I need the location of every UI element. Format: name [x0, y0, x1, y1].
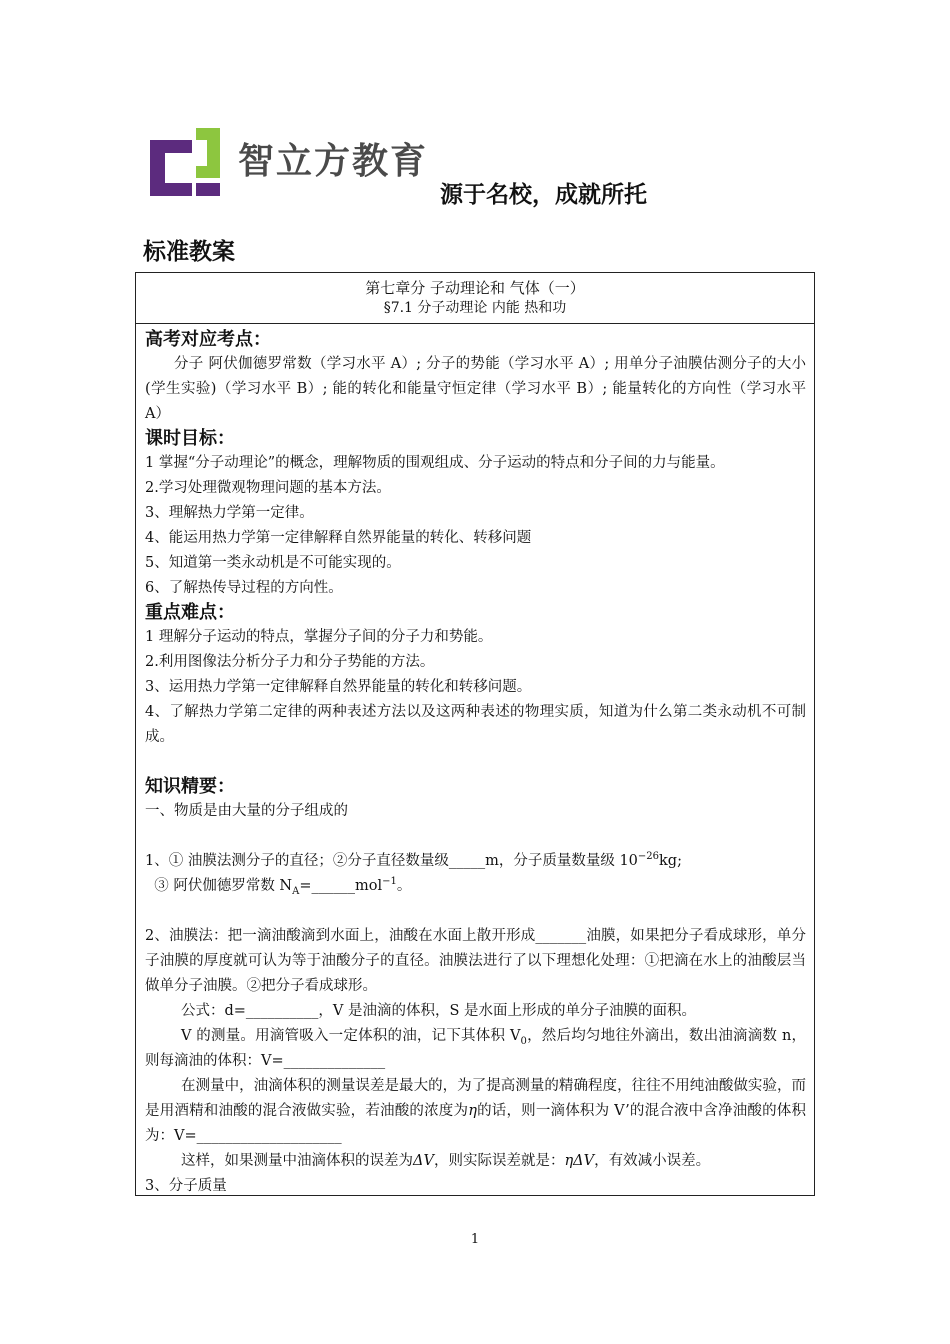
knowledge-heading: 知识精要： [145, 776, 235, 797]
key-point-item: 3、运用热力学第一定律解释自然界能量的转化和转移问题。 [145, 679, 532, 695]
goal-item: 1 掌握“分子动理论”的概念，理解物质的围观组成、分子运动的特点和分子间的力与能量。 [145, 455, 725, 471]
section-title: §7.1 分子动理论 内能 热和功 [383, 300, 567, 316]
goal-item: 2.学习处理微观物理问题的基本方法。 [145, 480, 391, 496]
item1-line1: 1、① 油膜法测分子的直径；②分子直径数量级_____m，分子质量数量级 $10^{-26}kg$; [145, 851, 682, 869]
title-cell [136, 273, 814, 324]
part1-title: 一、物质是由大量的分子组成的 [145, 803, 348, 819]
goals-heading: 课时目标： [145, 428, 235, 449]
goal-item: 4、能运用热力学第一定律解释自然界能量的转化、转移问题 [145, 530, 532, 546]
lesson-plan-table [135, 272, 815, 1196]
page-number: 1 [470, 1232, 480, 1247]
item2-oil-film-method: 2、油膜法：把一滴油酸滴到水面上，油酸在水面上散开形成_______油膜，如果把分子看成球形，单分子油膜的厚度就可认为等于油酸分子的直径。油膜法进行了以下理想化处理：①把滴在水上的油酸层当做单分子油膜。②把分子看成球形。 [145, 928, 806, 994]
key-point-item: 1 理解分子运动的特点，掌握分子间的分子力和势能。 [145, 629, 493, 645]
exam-points-text: 分子 阿伏伽德罗常数（学习水平 A）; 分子的势能（学习水平 A）; 用单分子油膜估测分子的大小(学生实验)（学习水平 B）; 能的转化和能量守恒定律（学习水平 B）; 能量转化的方向性（学习水平 A） [145, 356, 806, 422]
doc-type-title: 标准教案 [143, 239, 235, 265]
volume-measure: V 的测量。用滴管吸入一定体积的油，记下其体积 $V_0$，然后均匀地往外滴出，数出油滴滴数 n，则每滴油的体积：V=______________ [145, 1028, 806, 1069]
item3-molecular-mass: 3、分子质量 [145, 1178, 227, 1194]
key-points-heading: 重点难点： [145, 602, 235, 623]
chapter-title: 第七章分 子动理论和 气体（一） [365, 279, 585, 297]
goal-item: 6、了解热传导过程的方向性。 [145, 580, 343, 596]
slogan: 源于名校，成就所托 [440, 182, 647, 208]
key-point-item: 4、了解热力学第二定律的两种表述方法以及这两种表述的物理实质，知道为什么第二类永动机不可制成。 [145, 704, 806, 745]
formula-line: 公式：d=__________，V 是油滴的体积，S 是水面上形成的单分子油膜的面积。 [181, 1003, 697, 1019]
error-text: 这样，如果测量中油滴体积的误差为ΔV，则实际误差就是：ηΔV，有效减小误差。 [181, 1153, 711, 1169]
brand-name: 智立方教育 [238, 141, 429, 182]
exam-points-heading: 高考对应考点： [145, 329, 271, 350]
item1-line2: ③ 阿伏伽德罗常数 $N_A=\_\_\_\_\_\_mol^{-1}$。 [154, 876, 412, 897]
concentration-text: 在测量中，油滴体积的测量误差是最大的，为了提高测量的精确程度，往往不用纯油酸做实验，而是用酒精和油酸的混合液做实验，若油酸的浓度为η的话，则一滴体积为 V’的混合液中含净油酸的体积为：V=____________________ [145, 1078, 806, 1144]
content-cell [136, 324, 814, 1199]
goal-item: 5、知道第一类永动机是不可能实现的。 [145, 555, 401, 571]
goal-item: 3、理解热力学第一定律。 [145, 505, 314, 521]
key-point-item: 2.利用图像法分析分子力和分子势能的方法。 [145, 654, 435, 670]
